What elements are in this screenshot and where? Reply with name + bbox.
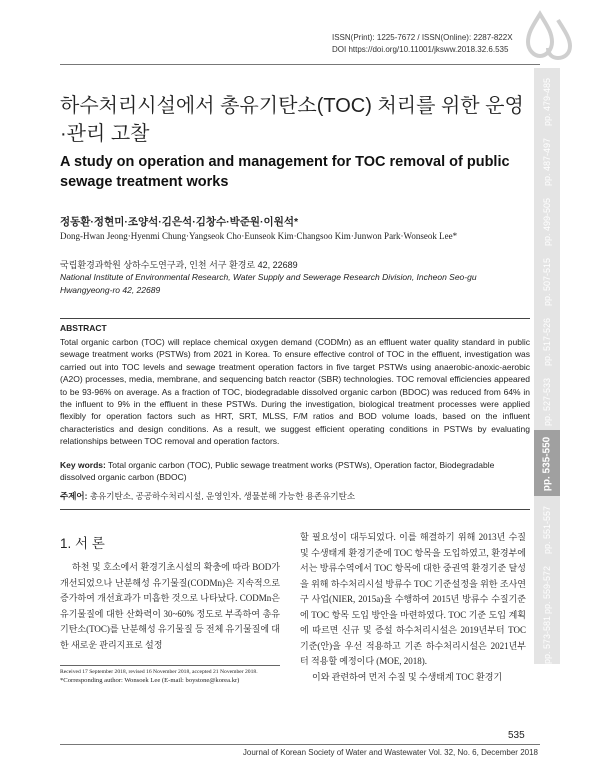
authors-english: Dong-Hwan Jeong·Hyenmi Chung·Yangseok Cho·Eunseok Kim·Changsoo Kim·Junwon Park·Wonseok Lee* <box>60 231 458 241</box>
authors-korean: 정동환·정현미·조양석·김은석·김창수·박준원·이원석* <box>60 216 299 228</box>
keywords-text: Total organic carbon (TOC), Public sewage treatment works (PSTWs), Operation factor, Biodegradable dissolved organic carbon (BDOC) <box>60 460 495 483</box>
journal-citation: Journal of Korean Society of Water and Wastewater Vol. 32, No. 6, December 2018 <box>242 748 538 757</box>
doi-line: DOI https://doi.org/10.11001/jksww.2018.32.6.535 <box>332 44 509 54</box>
side-tab: pp. 573-581 <box>534 616 560 664</box>
abstract-heading: ABSTRACT <box>60 323 107 333</box>
abstract-bottom-rule <box>60 509 530 510</box>
footnote-corresponding: *Corresponding author: Wonsoek Lee (E-mail: boystone@korea.kr) <box>60 677 240 684</box>
side-tab: pp. 479-485 <box>534 68 560 136</box>
affiliation-english: National Institute of Environmental Research, Water Supply and Sewerage Research Division, Incheon Seo-gu Hwangyeong-ro 42, 22689 <box>60 272 477 295</box>
english-title: A study on operation and management for TOC removal of public sewage treatment works <box>60 154 510 190</box>
korean-title: 하수처리시설에서 총유기탄소(TOC) 처리를 위한 운영·관리 고찰 <box>60 95 524 145</box>
issn-doi-block <box>332 32 513 55</box>
intro-left-column: 하천 및 호소에서 환경기초시설의 확충에 따라 BOD가 개선되었으나 난분해성 유기물질(CODMn)은 지속적으로 증가하여 개선효과가 미흡한 것으로 나타났다. CODMn은 유기물질에 대한 산화력이 30~60% 정도로 부족하여 총유기탄소(TOC)를 난분해성 유기물질 등 전체 유기물질에 대한 새로운 관리지표로 설정 <box>60 562 280 650</box>
side-tab: pp. 551-557 <box>534 496 560 564</box>
section-heading: 1. 서 론 <box>60 536 105 551</box>
side-tab: pp. 559-572 <box>534 556 560 624</box>
side-tab: pp. 527-533 <box>534 368 560 436</box>
header-rule <box>60 64 540 65</box>
keywords-ko-label: 주제어: <box>60 491 88 501</box>
side-tab: pp. 487-497 <box>534 128 560 196</box>
footnote-rule <box>60 665 280 666</box>
affiliation-korean: 국립환경과학원 상하수도연구과, 인천 서구 환경로 42, 22689 <box>60 260 298 270</box>
keywords <box>60 459 530 484</box>
keywords-korean <box>60 490 355 502</box>
issn-line: ISSN(Print): 1225-7672 / ISSN(Online): 2287-822X <box>332 33 513 42</box>
abstract-top-rule <box>60 318 530 319</box>
journal-logo-icon <box>522 10 578 62</box>
abstract-text: Total organic carbon (TOC) will replace chemical oxygen demand (CODMn) as an effluent water quality standard in public sewage treatment works (PSTWs) from 2021 in Korea. To ensure effective control of TOC in the effluent, investigation was carried out into TOC levels and sewage treatment operation factors in five target PSTWs using anaerobic-anoxic-aerobic (A2O) processes, media, membrane, and sequencing batch reactor (SBR) technologies. TOC removal efficiencies appeared to be 93-96% on average. As a fraction of TOC, biodegradable dissolved organic carbon (BDOC) was reduced from 64% in the influent to 9% in the effluent in these PSTWs. During the investigation, biological treatment processes were applied flexibly for operation factors such as HRT, SRT, MLSS, F/M ratios and BOD volume loads, based on the influent characteristics and design conditions. As a result, we suggest efficient operating conditions in PSTWs by evaluating relationships between TOC removal and operation factors. <box>60 337 530 447</box>
keywords-ko-text: 총유기탄소, 공공하수처리시설, 운영인자, 생물분해 가능한 용존유기탄소 <box>89 491 356 501</box>
side-tab: pp. 499-505 <box>534 188 560 256</box>
side-tab: pp. 517-526 <box>534 308 560 376</box>
keywords-label: Key words: <box>60 460 106 470</box>
page-number: 535 <box>508 730 525 741</box>
intro-right-column <box>300 530 526 685</box>
footer-rule <box>60 744 540 745</box>
footnote-received: Received 17 September 2018, revised 16 November 2018, accepted 21 November 2018. <box>60 669 258 675</box>
intro-right-paragraph: 할 필요성이 대두되었다. 이를 해결하기 위해 2013년 수질 및 수생태계 환경기준에 TOC 항목을 도입하였고, 환경부에서는 방류수역에서 TOC 항목에 대한 중권역 환경기준 달성을 위해 하수처리시설 방류수 TOC 기준설정을 위한 조사연구 사업(NIER, 2015a)을 수행하여 2015년 방류수 수질기준에 TOC 항목 도입 방안을 마련하였다. TOC 기준 도입 계획에 따르면 신규 및 증설 하수처리시설은 2019년부터 TOC 기준(안)을 우선 적용하고 기존 하수처리시설은 2021년부터 적용할 예정이다 (MOE, 2018). <box>300 532 526 666</box>
side-tab: pp. 507-515 <box>534 248 560 316</box>
intro-right-paragraph-2: 이와 관련하여 먼저 수질 및 수생태계 TOC 환경기 <box>312 671 503 682</box>
side-page-tabs <box>534 68 560 664</box>
side-tab-active: pp. 535-550 <box>534 430 560 498</box>
